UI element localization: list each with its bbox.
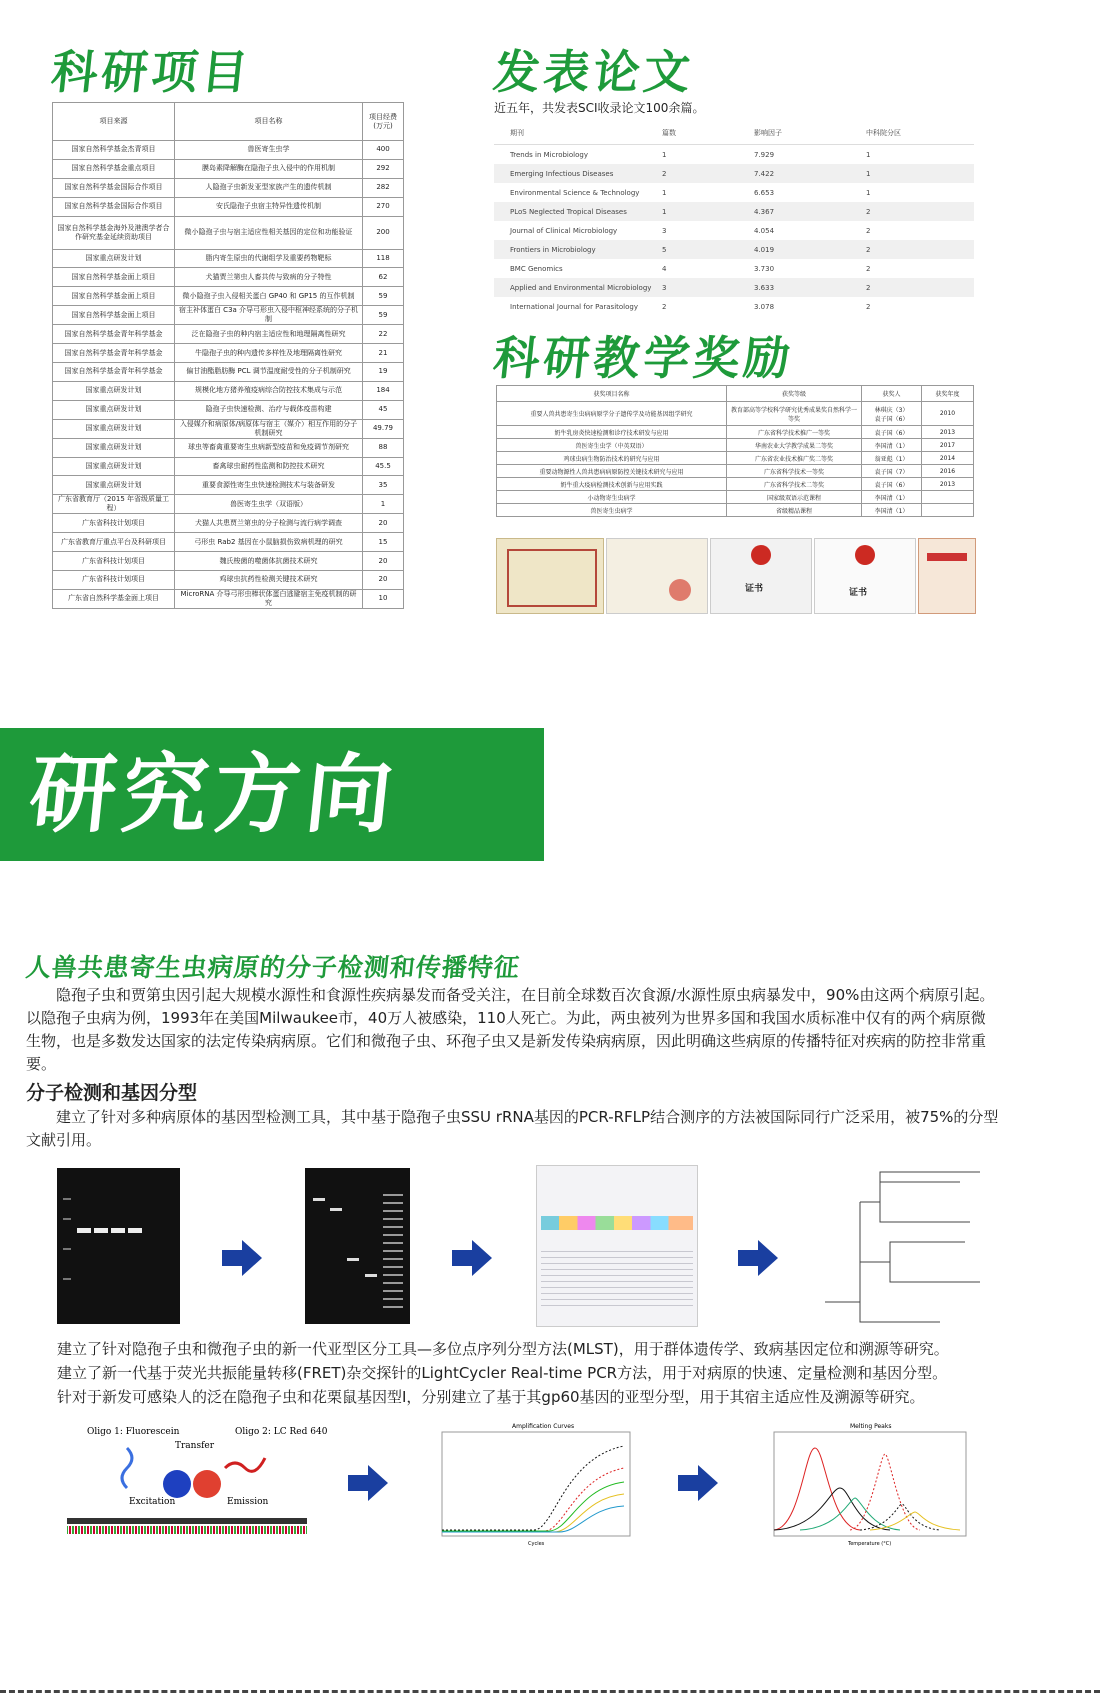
table-row [497, 439, 974, 452]
table-row [53, 400, 404, 419]
arrow-right-icon [678, 1465, 718, 1501]
certificate-image [814, 538, 916, 614]
table-cell: 6.653 [754, 188, 775, 197]
table-cell: 宿主补体蛋白 C3a 介导弓形虫入侵中枢神经系统的分子机制 [175, 306, 363, 325]
award-header: 获奖年度 [922, 386, 974, 402]
table-cell: 李国清（1） [862, 491, 922, 504]
table-row [53, 268, 404, 287]
table-cell: 畜禽球虫耐药性监测和防控技术研究 [175, 457, 363, 476]
certificate-image [918, 538, 976, 614]
certificate-image [606, 538, 708, 614]
table-cell: 45 [363, 400, 404, 419]
sequence-alignment-image [536, 1165, 698, 1327]
table-cell: 3.730 [754, 264, 775, 273]
fret-label: Oligo 1: Fluorescein [87, 1427, 180, 1437]
table-row [53, 438, 404, 457]
table-cell [922, 504, 974, 517]
awards-title: 科研教学奖励 [490, 331, 797, 385]
table-cell: 19 [363, 363, 404, 382]
table-cell: 59 [363, 287, 404, 306]
table-cell: 59 [363, 306, 404, 325]
pub-header: 中科院分区 [865, 122, 974, 145]
table-cell: 犬猫贾兰第虫人畜共传与致病的分子特性 [175, 268, 363, 287]
awards-body [497, 402, 974, 517]
table-cell: 2 [661, 164, 753, 183]
table-cell: 3.078 [754, 302, 775, 311]
table-cell: 袁子国（6） [862, 478, 922, 491]
table-cell: 省级精品课程 [727, 504, 862, 517]
award-header: 获奖等级 [727, 386, 862, 402]
table-row [494, 202, 974, 221]
table-cell: PLoS Neglected Tropical Diseases [494, 202, 661, 221]
arrow-right-icon [348, 1465, 388, 1501]
table-cell: 1 [866, 188, 871, 197]
table-row [53, 159, 404, 178]
sub-heading: 分子检测和基因分型 [26, 1082, 198, 1104]
gel-image-rflp [305, 1168, 410, 1324]
table-cell: 282 [363, 178, 404, 197]
pub-header: 期刊 [494, 122, 661, 145]
table-cell: 重要食源性寄生虫快速检测技术与装备研发 [175, 476, 363, 495]
phylogenetic-tree-image [820, 1162, 990, 1332]
table-cell: Environmental Science & Technology [510, 188, 640, 197]
papers-title: 发表论文 [490, 45, 697, 99]
table-cell: 10 [363, 589, 404, 608]
table-cell: 国家重点研发计划 [53, 476, 175, 495]
table-cell: 广东省自然科学基金面上项目 [53, 589, 175, 608]
table-cell: 200 [363, 216, 404, 249]
table-cell: 21 [363, 344, 404, 363]
table-cell: 国家重点研发计划 [53, 381, 175, 400]
projects-body [53, 141, 404, 609]
table-cell: 规模化地方猪养殖疫病综合防控技术集成与示范 [175, 381, 363, 400]
table-cell: 入侵媒介和病原体/病原体与宿主（媒介）相互作用的分子机制研究 [175, 419, 363, 438]
table-cell: 翁亚彪（1） [862, 452, 922, 465]
table-cell: 兽医寄生虫学（中英双语） [497, 439, 727, 452]
table-cell: 20 [363, 571, 404, 590]
table-cell: Frontiers in Microbiology [494, 240, 661, 259]
table-cell: 3 [662, 226, 667, 235]
table-cell: 国家自然科学基金杰青项目 [53, 141, 175, 160]
table-cell: 22 [363, 325, 404, 344]
table-cell: 1 [662, 150, 667, 159]
amplification-curves-chart [424, 1418, 634, 1548]
table-cell: 小动物寄生虫病学 [497, 491, 727, 504]
table-cell: 国家自然科学基金海外及港澳学者合作研究基金延续资助项目 [53, 216, 175, 249]
certificates-strip [496, 538, 974, 612]
table-cell: 华南农业大学教学成果二等奖 [727, 439, 862, 452]
table-cell: 鸡球虫抗药性检测关键技术研究 [175, 571, 363, 590]
table-cell: 20 [363, 514, 404, 533]
table-cell: 广东省农业技术推广奖二等奖 [727, 452, 862, 465]
table-cell: 2 [865, 240, 974, 259]
table-cell: 国家自然科学基金青年科学基金 [53, 363, 175, 382]
table-cell [922, 491, 974, 504]
arrow-right-icon [452, 1240, 492, 1276]
table-cell: 2 [865, 278, 974, 297]
table-row [53, 197, 404, 216]
table-cell: 球虫等畜禽重要寄生虫病新型疫苗和免疫调节剂研究 [175, 438, 363, 457]
table-cell: 李国清（1） [862, 439, 922, 452]
table-row [494, 221, 974, 240]
intro-paragraph: 隐孢子虫和贾第虫因引起大规模水源性和食源性疾病暴发而备受关注，在目前全球数百次食源/水源性原虫病暴发中，90%由这两个病原引起。以隐孢子虫病为例，1993年在美国Milwaukee市，40万人被感染，110人死亡。为此，两虫被列为世界多国和我国水质标准中仅有的两个病原微生物，也是多数发达国家的法定传染病病原。它们和微孢子虫、环孢子虫又是新发传染病病原，因此明确这些病原的传播特征对疾病的防控非常重要。 [26, 986, 995, 1073]
table-cell: 奶牛重大疫病检测技术创新与应用实践 [497, 478, 727, 491]
table-cell: 广东省科学技术二等奖 [727, 478, 862, 491]
certificate-image [710, 538, 812, 614]
award-header: 获奖项目名称 [497, 386, 727, 402]
table-row [53, 141, 404, 160]
table-row [494, 183, 974, 202]
table-cell: Applied and Environmental Microbiology [494, 278, 661, 297]
table-cell: 3.633 [753, 278, 865, 297]
table-cell: 270 [363, 197, 404, 216]
table-cell: 1 [865, 164, 974, 183]
table-cell: 5 [661, 240, 753, 259]
arrow-right-icon [222, 1240, 262, 1276]
projects-header: 项目来源 [53, 103, 175, 141]
fret-label: Oligo 2: LC Red 640 [235, 1427, 328, 1437]
table-cell: 2013 [922, 426, 974, 439]
table-cell: 国家自然科学基金国际合作项目 [53, 178, 175, 197]
table-cell: 2013 [922, 478, 974, 491]
certificate-label: 证书 [849, 588, 868, 598]
bullet-gp60: 针对于新发可感染人的泛在隐孢子虫和花栗鼠基因型I，分别建立了基于其gp60基因的亚型分型，用于其宿主适应性及溯源等研究。 [57, 1388, 925, 1406]
award-header: 获奖人 [862, 386, 922, 402]
table-cell: 1 [363, 495, 404, 514]
table-cell: 人隐孢子虫新发亚型家族产生的遗传机制 [175, 178, 363, 197]
table-cell: 脂内寄生原虫的代谢组学及重要药物靶标 [175, 249, 363, 268]
melting-peaks-chart [760, 1418, 970, 1548]
table-cell: 广东省科学技术推广一等奖 [727, 426, 862, 439]
table-cell: 鸡球虫病生物防治技术的研究与应用 [497, 452, 727, 465]
table-row [53, 325, 404, 344]
table-cell: 重要人兽共患寄生虫病病原学分子遗传学及功能基因组学研究 [497, 402, 727, 426]
table-cell: International Journal for Parasitology [510, 302, 638, 311]
table-cell: BMC Genomics [510, 264, 563, 273]
table-cell: 广东省教育厅（2015 年省级质量工程） [53, 495, 175, 514]
pub-header: 篇数 [661, 122, 753, 145]
table-row [494, 278, 974, 297]
table-row [53, 216, 404, 249]
table-cell: 广东省科学技术一等奖 [727, 465, 862, 478]
table-cell: 微小隐孢子虫入侵相关蛋白 GP40 和 GP15 的互作机制 [175, 287, 363, 306]
table-row [494, 259, 974, 278]
chart-axis-label: Cycles [528, 1541, 545, 1547]
table-cell: 牛隐孢子虫的种内遗传多样性及地理隔离性研究 [175, 344, 363, 363]
table-cell: 安氏隐孢子虫宿主特异性遗传机制 [175, 197, 363, 216]
table-cell: 国家自然科学基金青年科学基金 [53, 325, 175, 344]
table-cell: 2014 [922, 452, 974, 465]
table-cell: 62 [363, 268, 404, 287]
table-row [497, 402, 974, 426]
table-cell: 292 [363, 159, 404, 178]
table-row [53, 514, 404, 533]
table-cell: MicroRNA 介导弓形虫棒状体蛋白逃避宿主免疫机制的研究 [175, 589, 363, 608]
table-cell: 重要动物源性人兽共患病病原防控关键技术研究与应用 [497, 465, 727, 478]
table-cell: 4.367 [753, 202, 865, 221]
table-cell: 兽医寄生虫学（双语版） [175, 495, 363, 514]
table-row [53, 306, 404, 325]
table-row [53, 571, 404, 590]
projects-header: 项目经费 (万元) [363, 103, 404, 141]
section-subtitle: 人兽共患寄生虫病原的分子检测和传播特征 [24, 953, 522, 982]
table-cell: 魏氏梭菌的噬菌体抗菌技术研究 [175, 552, 363, 571]
table-cell: 广东省科技计划项目 [53, 571, 175, 590]
table-row [53, 476, 404, 495]
table-cell: 膜岛素降解酶在隐孢子虫入侵中的作用机制 [175, 159, 363, 178]
awards-table [496, 385, 974, 517]
bullet-mlst: 建立了针对隐孢子虫和微孢子虫的新一代亚型区分工具—多位点序列分型方法(MLST)，用于群体遗传学、致病基因定位和溯源等研究。 [57, 1340, 949, 1358]
table-row [53, 419, 404, 438]
fret-label: Emission [227, 1497, 269, 1507]
table-cell: 3 [661, 278, 753, 297]
table-cell: 林琪庆（3） 袁子国（6） [862, 402, 922, 426]
certificate-image [496, 538, 604, 614]
table-row [494, 297, 974, 316]
table-cell: 奶牛乳房炎快速检测和诊疗技术研发与应用 [497, 426, 727, 439]
table-row [53, 249, 404, 268]
table-row [53, 533, 404, 552]
table-cell: 国家自然科学基金面上项目 [53, 287, 175, 306]
table-cell: 袁子国（7） [862, 465, 922, 478]
table-row [497, 426, 974, 439]
table-cell: Trends in Microbiology [510, 150, 588, 159]
bullet-fret: 建立了新一代基于荧光共振能量转移(FRET)杂交探针的LightCycler Real-time PCR方法，用于对病原的快速、定量检测和基因分型。 [57, 1364, 948, 1382]
table-row [497, 465, 974, 478]
table-cell: 国家重点研发计划 [53, 400, 175, 419]
papers-intro: 近五年，共发表SCI收录论文100余篇。 [494, 101, 705, 115]
table-row [494, 145, 974, 165]
table-cell: Journal of Clinical Microbiology [510, 226, 618, 235]
table-cell: 45.5 [363, 457, 404, 476]
projects-table [52, 102, 404, 609]
table-cell: 2 [866, 226, 871, 235]
table-cell: 国家重点研发计划 [53, 249, 175, 268]
table-cell: Emerging Infectious Diseases [494, 164, 661, 183]
table-row [497, 478, 974, 491]
publications-table [494, 122, 974, 316]
table-row [494, 164, 974, 183]
table-cell: 2010 [922, 402, 974, 426]
research-title: 研究方向 [24, 745, 404, 845]
table-cell: 微小隐孢子虫与宿主适应性相关基因的定位和功能验证 [175, 216, 363, 249]
table-cell: 118 [363, 249, 404, 268]
table-cell: 弓形虫 Rab2 基因在小鼠脑损伤致病机理的研究 [175, 533, 363, 552]
table-cell: 国家重点研发计划 [53, 457, 175, 476]
table-cell: 7.929 [754, 150, 775, 159]
table-cell: 2 [865, 202, 974, 221]
projects-header: 项目名称 [175, 103, 363, 141]
table-row [497, 491, 974, 504]
fret-label: Transfer [175, 1441, 215, 1451]
table-cell: 兽医寄生虫学 [175, 141, 363, 160]
fret-label: Excitation [129, 1497, 176, 1507]
table-cell: 1 [662, 188, 667, 197]
table-cell: 袁子国（6） [862, 426, 922, 439]
table-row [53, 178, 404, 197]
table-row [53, 552, 404, 571]
table-cell: 4.054 [754, 226, 775, 235]
table-cell: 2 [866, 264, 871, 273]
table-cell: 隐孢子虫快速检测、治疗与载体疫苗构建 [175, 400, 363, 419]
table-cell: 广东省教育厅重点平台及科研项目 [53, 533, 175, 552]
gel-image-pcr [57, 1168, 180, 1324]
table-cell: 国家自然科学基金国际合作项目 [53, 197, 175, 216]
table-cell: 兽医寄生虫病学 [497, 504, 727, 517]
table-cell: 7.422 [753, 164, 865, 183]
table-cell: 国家重点研发计划 [53, 438, 175, 457]
table-cell: 教育部高等学校科学研究优秀成果奖自然科学一等奖 [727, 402, 862, 426]
table-cell: 国家重点研发计划 [53, 419, 175, 438]
table-cell: 184 [363, 381, 404, 400]
table-cell: 2 [866, 302, 871, 311]
table-cell: 35 [363, 476, 404, 495]
table-row [53, 381, 404, 400]
table-cell: 4 [662, 264, 667, 273]
table-cell: 国家自然科学基金面上项目 [53, 268, 175, 287]
table-row [497, 504, 974, 517]
publications-body [494, 145, 974, 317]
certificate-label: 证书 [745, 584, 764, 594]
table-cell: 4.019 [753, 240, 865, 259]
table-row [53, 589, 404, 608]
table-cell: 1 [866, 150, 871, 159]
table-cell: 国家自然科学基金面上项目 [53, 306, 175, 325]
pub-header: 影响因子 [753, 122, 865, 145]
table-cell: 国家自然科学基金青年科学基金 [53, 344, 175, 363]
chart-title: Amplification Curves [512, 1423, 575, 1430]
table-cell: 1 [661, 202, 753, 221]
bottom-divider [0, 1690, 1100, 1693]
table-cell: 泛在隐孢子虫的种内宿主适应性和地理隔离性研究 [175, 325, 363, 344]
chart-axis-label: Temperature (°C) [848, 1541, 892, 1547]
table-row [494, 240, 974, 259]
fret-probe-diagram [57, 1418, 328, 1538]
table-row [53, 495, 404, 514]
table-cell: 20 [363, 552, 404, 571]
table-cell: 广东省科技计划项目 [53, 514, 175, 533]
table-cell: 国家级双语示范课程 [727, 491, 862, 504]
table-row [53, 457, 404, 476]
table-cell: 400 [363, 141, 404, 160]
chart-title: Melting Peaks [850, 1423, 892, 1430]
table-cell: 李国清（1） [862, 504, 922, 517]
table-cell: 国家自然科学基金重点项目 [53, 159, 175, 178]
table-cell: 2017 [922, 439, 974, 452]
table-row [53, 287, 404, 306]
table-cell: 犬猫人共患贾兰第虫的分子检测与流行病学调查 [175, 514, 363, 533]
table-cell: 偏甘油酯脂肪酶 PCL 调节温度耐受性的分子机制研究 [175, 363, 363, 382]
table-row [497, 452, 974, 465]
table-cell: 15 [363, 533, 404, 552]
arrow-right-icon [738, 1240, 778, 1276]
table-row [53, 363, 404, 382]
table-cell: 广东省科技计划项目 [53, 552, 175, 571]
projects-title: 科研项目 [48, 45, 255, 99]
table-cell: 49.79 [363, 419, 404, 438]
table-cell: 2 [662, 302, 667, 311]
table-cell: 88 [363, 438, 404, 457]
table-row [53, 344, 404, 363]
typing-paragraph: 建立了针对多种病原体的基因型检测工具，其中基于隐孢子虫SSU rRNA基因的PCR-RFLP结合测序的方法被国际同行广泛采用，被75%的分型文献引用。 [26, 1108, 999, 1149]
table-cell: 2016 [922, 465, 974, 478]
